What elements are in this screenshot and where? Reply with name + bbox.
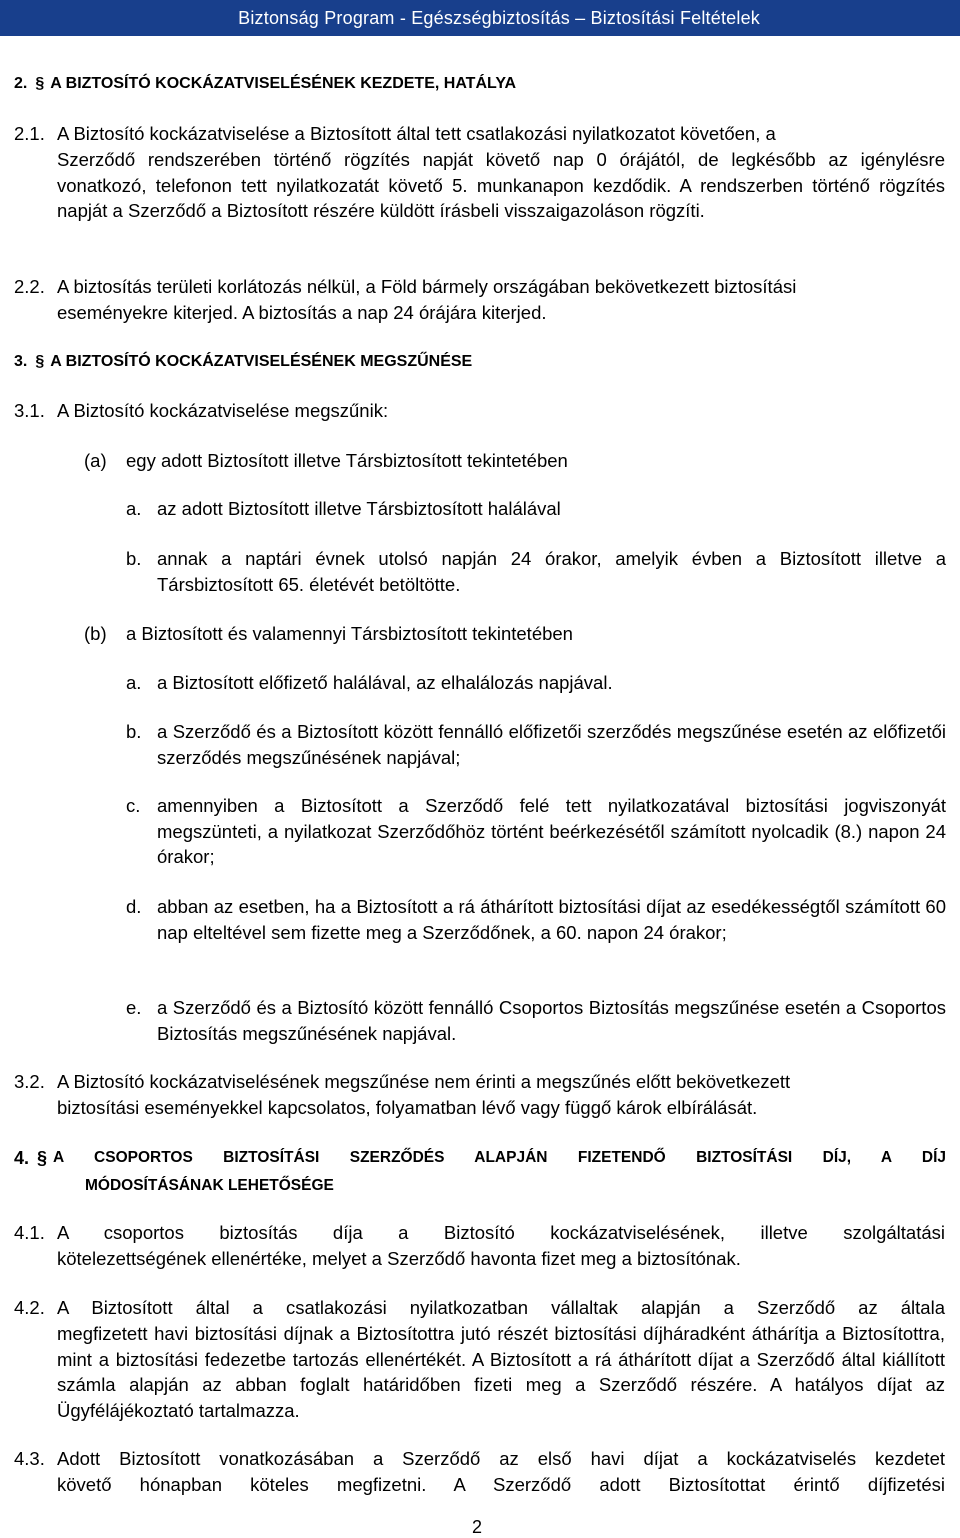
paragraph-number: 3.2. (14, 1071, 45, 1092)
paragraph-number: 4.3. (14, 1448, 45, 1469)
section-heading-2: 2. § A BIZTOSÍTÓ KOCKÁZATVISELÉSÉNEK KEZDETE, HATÁLYA (14, 72, 516, 96)
list-item-a-b: annak a naptári évnek utolsó napján 24 órakor, amelyik évben a Biztosított illetve a Társbiztosított 65. életévét betöltötte. (157, 548, 946, 595)
list-label: a. (126, 498, 142, 519)
section-symbol: § (35, 75, 45, 92)
paragraph-2-2-first-line: A biztosítás területi korlátozás nélkül, a Föld bármely országában bekövetkezett biztosítási (57, 276, 797, 297)
list-item-b-c: amennyiben a Biztosított a Szerződő felé tett nyilatkozatával biztosítási jogviszonyát megszünteti, a nyilatkozat Szerződőhöz történt beérkezésétől számított nyolcadik (8.) napon 24 órakor; (157, 795, 946, 867)
list-item-b-a: a Biztosított előfizető halálával, az elhalálozás napjával. (157, 672, 613, 693)
list-item-b: a Biztosított és valamennyi Társbiztosított tekintetében (126, 623, 573, 644)
document-header-bar (0, 0, 960, 36)
paragraph-number: 4.1. (14, 1222, 45, 1243)
list-label: d. (126, 896, 142, 917)
page-number: 2 (472, 1517, 483, 1537)
paragraph-number: 4.2. (14, 1297, 45, 1318)
section-heading-3: 3. § A BIZTOSÍTÓ KOCKÁZATVISELÉSÉNEK MEGSZŰNÉSE (14, 350, 472, 374)
paragraph-2-1-first-line: A Biztosító kockázatviselése a Biztosított által tett csatlakozási nyilatkozatot követően, a (57, 123, 776, 144)
paragraph-4-3-first-line: Adott Biztosított vonatkozásában a Szerződő az első havi díjat a kockázatviselés kezdetet (57, 1448, 945, 1469)
list-item-b-b: a Szerződő és a Biztosított között fennálló előfizetői szerződés megszűnése esetén az előfizetői szerződés megszűnésének napjával; (157, 721, 946, 768)
list-label: b. (126, 721, 142, 742)
paragraph-number: 2.2. (14, 276, 45, 297)
list-label: e. (126, 997, 142, 1018)
paragraph-2-2-body: eseményekre kiterjed. A biztosítás a nap 24 órájára kiterjed. (57, 302, 547, 323)
paragraph-4-1-first-line: A csoportos biztosítás díja a Biztosító kockázatviselésének, illetve szolgáltatási (57, 1222, 945, 1243)
list-label: a. (126, 672, 142, 693)
list-label: b. (126, 548, 142, 569)
list-item-b-e: a Szerződő és a Biztosító között fennálló Csoportos Biztosítás megszűnése esetén a Csoportos Biztosítás megszűnésének napjával. (157, 997, 946, 1044)
list-label: c. (126, 795, 141, 816)
list-item-a: egy adott Biztosított illetve Társbiztosított tekintetében (126, 450, 568, 471)
paragraph-4-1-body: kötelezettségének ellenértéke, melyet a Szerződő havonta fizet meg a biztosítónak. (57, 1248, 741, 1269)
paragraph-number: 2.1. (14, 123, 45, 144)
paragraph-3-2-first-line: A Biztosító kockázatviselésének megszűnése nem érinti a megszűnés előtt bekövetkezett (57, 1071, 791, 1092)
document-header-title: Biztonság Program - Egészségbiztosítás – Biztosítási Feltételek (238, 8, 760, 28)
paragraph-number: 3.1. (14, 400, 45, 421)
paragraph-3-1-intro: A Biztosító kockázatviselése megszűnik: (57, 400, 389, 421)
section-symbol: § (37, 1148, 48, 1168)
paragraph-4-2-first-line: A Biztosított által a csatlakozási nyilatkozatban vállaltak alapján a Szerződő az általa (57, 1297, 945, 1318)
section-heading-4: 4. § A CSOPORTOS BIZTOSÍTÁSI SZERZŐDÉS ALAPJÁN FIZETENDŐ BIZTOSÍTÁSI DÍJ, A DÍJ MÓDOSÍTÁSÁNAK LEHETŐSÉGE (14, 1148, 946, 1194)
list-item-a-a: az adott Biztosított illetve Társbiztosított halálával (157, 498, 561, 519)
list-item-b-d: abban az esetben, ha a Biztosított a rá áthárított biztosítási díjat az esedékességtől számított 60 nap elteltével sem fizette meg a Szerződőnek, a 60. napon 24 órakor; (157, 896, 946, 943)
list-label: (a) (84, 450, 107, 471)
paragraph-3-2-body: biztosítási eseményekkel kapcsolatos, folyamatban lévő vagy függő károk elbírálását. (57, 1097, 758, 1118)
paragraph-4-2-body: megfizetett havi biztosítási díjnak a Biztosítottra jutó részét biztosítási díjháradként áthárítja a Biztosítottra, mint a biztosítási fedezetbe tartozás ellenértékét. A Biztosított a rá áthárított díjat a Szerződő által kiállított számla alapján az abban foglalt határidőben fizeti meg a Szerződő részére. A hatályos díjat az Ügyfélájékoztató tartalmazza. (57, 1323, 945, 1421)
list-label: (b) (84, 623, 107, 644)
paragraph-4-3-second-line: követő hónapban köteles megfizetni. A Szerződő adott Biztosítottat érintő díjfizetési (57, 1474, 945, 1495)
paragraph-2-1-body: Szerződő rendszerében történő rögzítés napját követő nap 0 órájától, de legkésőbb az igénylésre vonatkozó, telefonon tett nyilatkozatát követő 5. munkanapon kezdődik. A rendszerben történő rögzítés napját a Szerződő a Biztosított részére küldött írásbeli visszaigazoláson rögzíti. (57, 149, 945, 221)
section-symbol: § (35, 353, 45, 370)
